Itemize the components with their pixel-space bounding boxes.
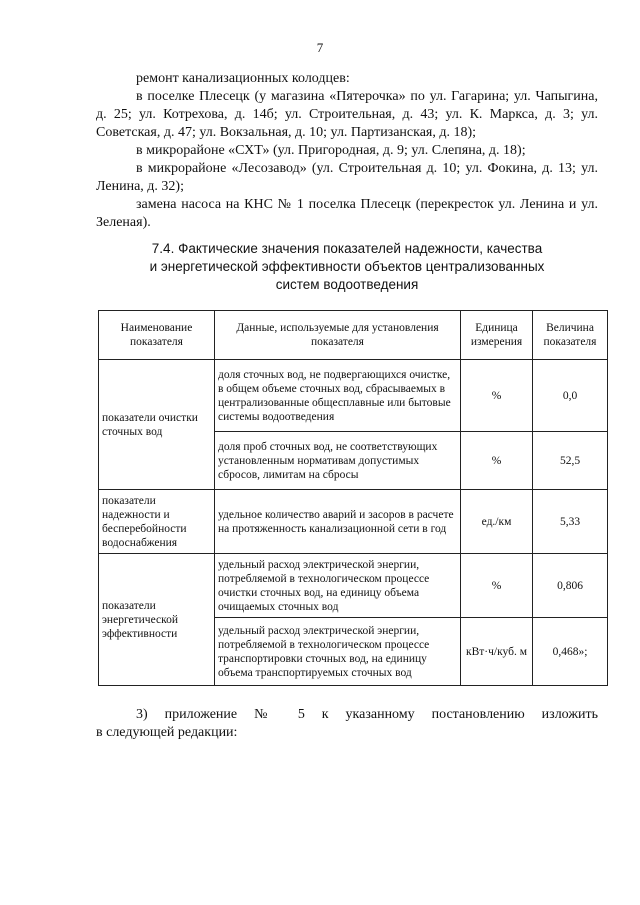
indicators-table xyxy=(98,310,608,686)
section-title-line-2: и энергетической эффективности объектов централизованных xyxy=(149,259,545,274)
row-desc: удельный расход электрической энергии, потребляемой в технологическом процессе транспортировки сточных вод, на единицу объема транспортируемых сточных вод xyxy=(215,618,461,686)
row-value: 0,468»; xyxy=(533,618,608,686)
group-name-reliability: показатели надежности и бесперебойности водоснабжения xyxy=(99,490,215,554)
footer-line-1: 3) приложение № 5 к указанному постановлению изложить xyxy=(136,707,598,722)
intro-item-sht: в микрорайоне «СХТ» (ул. Пригородная, д. 9; ул. Слепяна, д. 18); xyxy=(136,143,526,158)
row-value: 5,33 xyxy=(533,490,608,554)
page-number: 7 xyxy=(316,40,324,55)
intro-line: ремонт канализационных колодцев: xyxy=(136,71,350,86)
table-row xyxy=(99,360,608,432)
row-value: 52,5 xyxy=(533,432,608,490)
table-header-row xyxy=(99,311,608,360)
footer-line-2: в следующей редакции: xyxy=(96,725,238,740)
row-desc: удельное количество аварий и засоров в расчете на протяженность канализационной сети в год xyxy=(215,490,461,554)
intro-item-plesetsk: в поселке Плесецк (у магазина «Пятерочка» по ул. Гагарина; ул. Чапыгина, д. 25; ул. Котрехова, д. 14б; ул. Строительная, д. 43; ул. К. Маркса, д. 3; ул. Советская, д. 47; ул. Вокзальная, д. 10; ул. Партизанская, д. 18); xyxy=(96,89,598,140)
header-value: Величина показателя xyxy=(533,311,608,360)
row-unit: % xyxy=(461,360,533,432)
row-unit: кВт·ч/куб. м xyxy=(461,618,533,686)
row-unit: ед./км xyxy=(461,490,533,554)
row-desc: доля проб сточных вод, не соответствующих установленным нормативам допустимых сбросов, лимитам на сбросы xyxy=(215,432,461,490)
section-title-line-3: систем водоотведения xyxy=(275,277,419,292)
row-unit: % xyxy=(461,432,533,490)
row-desc: доля сточных вод, не подвергающихся очистке, в общем объеме сточных вод, сбрасываемых в централизованные общесплавные или бытовые системы водоотведения xyxy=(215,360,461,432)
table-row xyxy=(99,490,608,554)
intro-item-pump: замена насоса на КНС № 1 поселка Плесецк (перекресток ул. Ленина и ул. Зеленая). xyxy=(96,197,598,230)
header-data-used: Данные, используемые для установления показателя xyxy=(215,311,461,360)
row-unit: % xyxy=(461,554,533,618)
section-title-line-1: 7.4. Фактические значения показателей надежности, качества xyxy=(151,241,543,256)
row-value: 0,806 xyxy=(533,554,608,618)
header-unit: Единица измерения xyxy=(461,311,533,360)
header-indicator-name: Наименование показателя xyxy=(99,311,215,360)
row-desc: удельный расход электрической энергии, потребляемой в технологическом процессе очистки сточных вод, на единицу объема очищаемых сточных вод xyxy=(215,554,461,618)
intro-item-lesozavod: в микрорайоне «Лесозавод» (ул. Строительная д. 10; ул. Фокина, д. 13; ул. Ленина, д. 32); xyxy=(96,161,598,194)
group-name-energy: показатели энергетической эффективности xyxy=(99,554,215,686)
table-row xyxy=(99,554,608,618)
group-name-treatment: показатели очистки сточных вод xyxy=(99,360,215,490)
row-value: 0,0 xyxy=(533,360,608,432)
